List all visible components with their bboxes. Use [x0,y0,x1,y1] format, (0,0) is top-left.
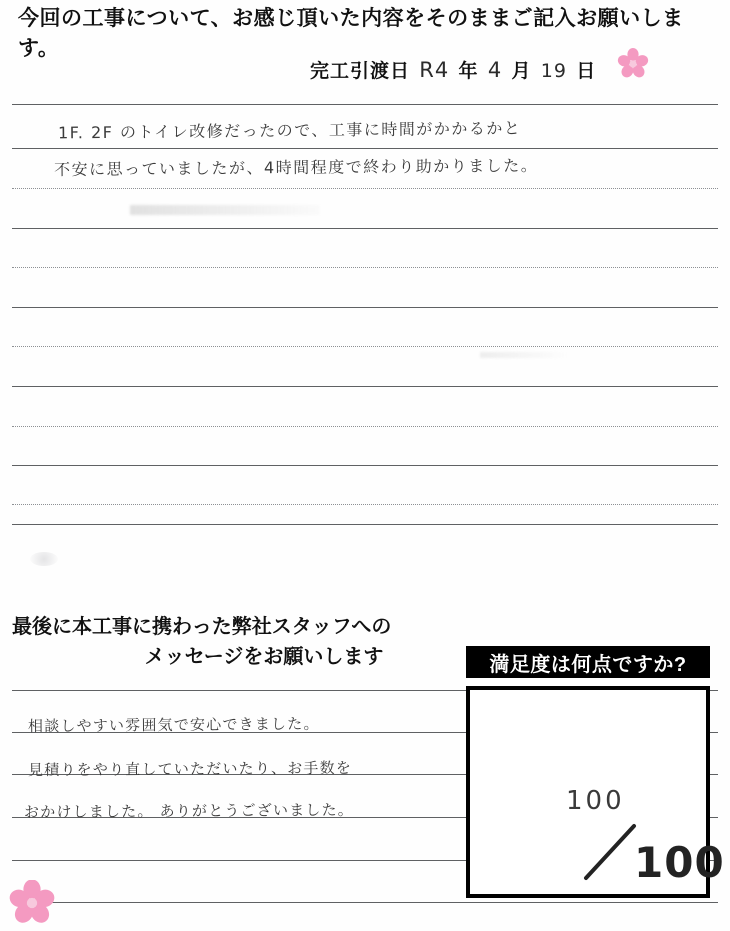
page-title: 今回の工事について、お感じ頂いた内容をそのままご記入お願いします。 [18,7,684,61]
handover-year-unit: 年 [458,61,479,82]
rule-line [12,148,718,149]
rule-line-dotted [12,188,718,189]
handover-date-label: 完工引渡日 [310,61,411,82]
sakura-flower-icon [8,880,56,926]
rule-line [12,902,718,903]
handover-month-value: 4 [487,58,503,82]
paper-smudge [480,352,570,358]
handover-month-unit: 月 [511,61,532,82]
score-denominator: 100 [634,838,725,887]
rule-line-dotted [12,504,718,505]
score-banner: 満足度は何点ですか? [466,646,710,678]
handwritten-score-value: 100 [566,786,625,816]
rule-line [12,104,718,105]
paper-smudge [130,205,320,215]
rule-line-dotted [12,267,718,268]
handover-year-value: R4 [419,58,450,82]
rule-line-dotted [12,426,718,427]
handwritten-message-line-2: 見積りをやり直していただいたり、お手数を [27,758,353,780]
handwritten-answer-line-1: 1F. 2F のトイレ改修だったので、工事に時間がかかるかと [57,118,522,143]
rule-line-dotted [12,346,718,347]
handover-day-value: 19 [540,60,567,82]
handwritten-message-line-3: おかけしました。 ありがとうございました。 [23,800,355,822]
handover-day-unit: 日 [576,61,597,82]
section-2-title-line-1: 最後に本工事に携わった弊社スタッフへの [12,616,392,638]
section-2-title [12,612,482,672]
rule-line [12,307,718,308]
handwritten-message-line-1: 相談しやすい雰囲気で安心できました。 [27,714,320,736]
sakura-flower-icon [616,48,650,80]
rule-line [12,465,718,466]
rule-line [12,524,718,525]
paper-smudge [30,552,58,566]
handover-date-row [310,56,596,83]
section-2-title-line-2: メッセージをお願いします [144,646,384,668]
rule-line [12,228,718,229]
score-slash-icon [582,822,642,882]
handwritten-answer-line-2: 不安に思っていましたが、4時間程度で終わり助かりました。 [53,155,539,180]
rule-line [12,386,718,387]
